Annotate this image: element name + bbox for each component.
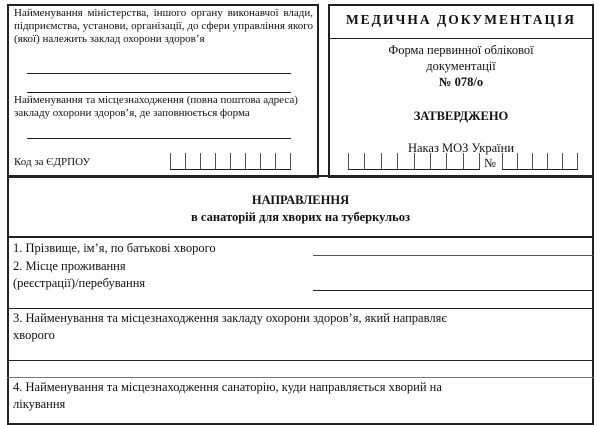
document-subtitle: в санаторій для хворих на туберкульоз (191, 210, 410, 224)
field-2-divider (7, 308, 594, 309)
ministry-input-line-1[interactable] (27, 73, 291, 74)
form-line1: Форма первинної облікової (388, 43, 534, 57)
field-2-label-line2: (реєстрації)/перебування (13, 276, 146, 290)
ministry-input-line-2[interactable] (27, 92, 291, 93)
facility-input-line[interactable] (27, 138, 291, 139)
approved-label: ЗАТВЕРДЖЕНО (413, 109, 509, 123)
field-3-input-area[interactable] (9, 344, 592, 359)
field-3-extra-input-area[interactable] (9, 361, 592, 376)
field-1-label: 1. Прізвище, ім’я, по батькові хворого (13, 241, 216, 255)
edrpou-label: Код за ЄДРПОУ (14, 156, 91, 168)
edrpou-code-cells[interactable] (170, 153, 291, 170)
form-number: № 078/о (438, 75, 484, 89)
facility-label: Найменування та місцезнаходження (повна поштова адреса) закладу охорони здоров’я, де заповнюється форма (14, 94, 298, 119)
document-title: НАПРАВЛЕННЯ (251, 193, 350, 207)
order-label: Наказ МОЗ України (407, 141, 515, 155)
field-3-label-line1: 3. Найменування та місцезнаходження закладу охорони здоров’я, який направляє (13, 311, 447, 325)
form-line2: документації (426, 59, 496, 73)
medical-docs-title: МЕДИЧНА ДОКУМЕНТАЦІЯ (345, 12, 577, 27)
field-1-input-line[interactable] (313, 255, 593, 256)
field-4-label-line1: 4. Найменування та місцезнаходження санаторію, куди направляється хворий на (13, 380, 442, 394)
field-4-label-line2: лікування (13, 397, 66, 411)
number-sign: № (484, 156, 496, 170)
order-number-cells[interactable] (502, 153, 578, 170)
field-2-label-line1: 2. Місце проживання (13, 259, 126, 273)
title-divider (7, 236, 594, 238)
field-2-input-line[interactable] (313, 290, 593, 291)
order-date-cells[interactable] (348, 153, 480, 170)
right-title-divider (330, 38, 592, 39)
ministry-label: Найменування міністерства, іншого органу виконавчої влади, підприємства, установи, організації, до сфери управління якого (якої) належить заклад охорони здоров’я (14, 7, 313, 45)
field-3-label-line2: хворого (13, 328, 55, 342)
field-3-extra-divider (7, 377, 594, 378)
